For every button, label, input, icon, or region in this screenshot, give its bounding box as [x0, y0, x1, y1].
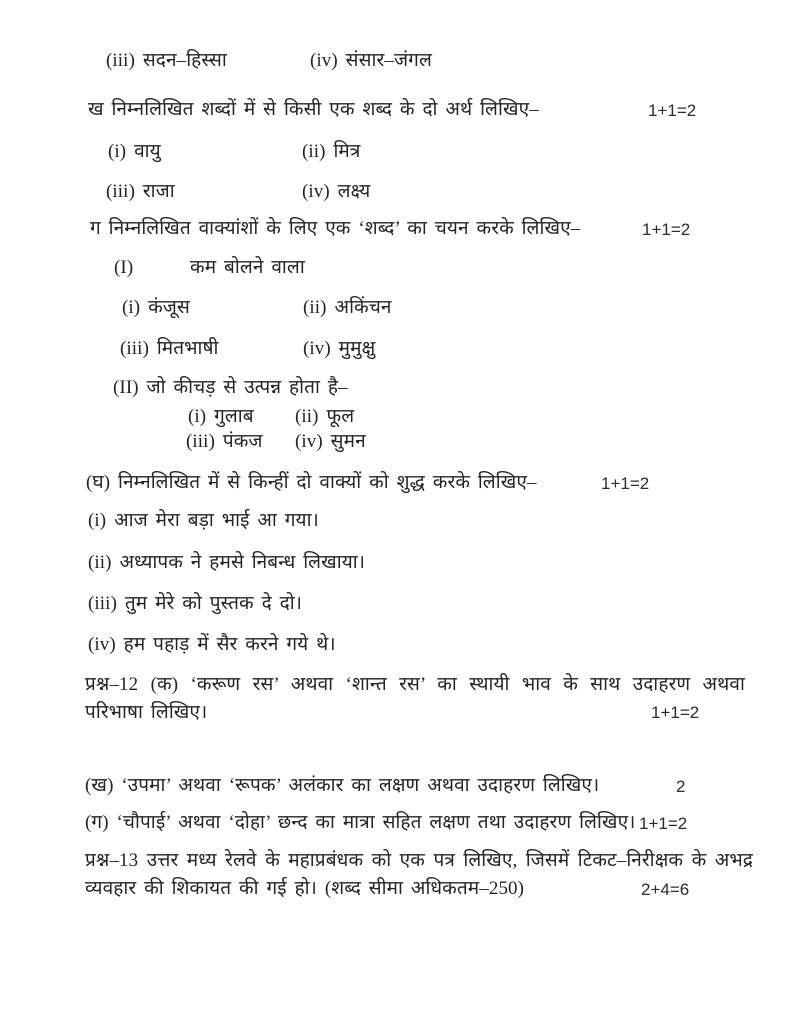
- ga-sub-II-option-iii: (iii) पंकज: [186, 431, 263, 452]
- question-12-ga-text: (ग) ‘चौपाई’ अथवा ‘दोहा’ छन्द का मात्रा सहित लक्षण तथा उदाहरण लिखिए।: [85, 812, 636, 833]
- gha-sentence-ii: (ii) अध्यापक ने हमसे निबन्ध लिखाया।: [88, 552, 366, 573]
- question-12-ka-marks: 1+1=2: [651, 703, 700, 722]
- kha-option-iv: (iv) लक्ष्य: [302, 181, 371, 202]
- question-12-kha-marks: 2: [676, 777, 686, 796]
- kha-option-ii: (ii) मित्र: [302, 141, 361, 162]
- ga-sub-I-label: (I): [114, 257, 134, 278]
- question-13-text: प्रश्न–13 उत्तर मध्य रेलवे के महाप्रबंधक को एक पत्र लिखिए, जिसमें टिकट–निरीक्षक के अभद्र व्यवहार की शिकायत की गई हो। (शब्द सीमा अधिकतम–250): [85, 850, 753, 899]
- question-gha-text: (घ) निम्नलिखित में से किन्हीं दो वाक्यों को शुद्ध करके लिखिए–: [86, 472, 537, 493]
- question-12-ka-text: प्रश्न–12 (क) ‘करूण रस’ अथवा ‘शान्त रस’ का स्थायी भाव के साथ उदाहरण अथवा परिभाषा लिखिए।: [85, 674, 745, 723]
- ga-sub-I-option-iii: (iii) मितभाषी: [120, 338, 219, 359]
- question-12-ga-marks: 1+1=2: [639, 814, 688, 833]
- gha-sentence-iii: (iii) तुम मेरे को पुस्तक दे दो।: [88, 593, 303, 614]
- kha-option-iii: (iii) राजा: [106, 181, 175, 202]
- ga-sub-II-option-ii: (ii) फूल: [295, 406, 355, 427]
- question-12-kha-text: (ख) ‘उपमा’ अथवा ‘रूपक’ अलंकार का लक्षण अथवा उदाहरण लिखिए।: [85, 775, 600, 796]
- question-kha-text: ख निम्नलिखित शब्दों में से किसी एक शब्द के दो अर्थ लिखिए–: [88, 99, 539, 120]
- question-13-marks: 2+4=6: [641, 880, 690, 899]
- question-ga-text: ग निम्नलिखित वाक्यांशों के लिए एक ‘शब्द’ का चयन करके लिखिए–: [90, 218, 581, 239]
- question-ga-marks: 1+1=2: [642, 220, 691, 239]
- question-gha-marks: 1+1=2: [601, 474, 650, 493]
- ga-sub-I-option-iv: (iv) मुमुक्षु: [303, 338, 376, 359]
- option-iv-sansar: (iv) संसार–जंगल: [310, 50, 432, 71]
- ga-sub-II-heading: (II) जो कीचड़ से उत्पन्न होता है–: [113, 377, 348, 398]
- gha-sentence-iv: (iv) हम पहाड़ में सैर करने गये थे।: [88, 634, 336, 655]
- ga-sub-I-option-i: (i) कंजूस: [122, 297, 190, 318]
- gha-sentence-i: (i) आज मेरा बड़ा भाई आ गया।: [88, 510, 319, 531]
- ga-sub-II-option-iv: (iv) सुमन: [295, 431, 366, 452]
- option-iii-sadan: (iii) सदन–हिस्सा: [106, 50, 227, 71]
- question-kha-marks: 1+1=2: [648, 101, 697, 120]
- ga-sub-I-option-ii: (ii) अकिंचन: [303, 297, 392, 318]
- ga-sub-I-phrase: कम बोलने वाला: [190, 257, 305, 278]
- ga-sub-II-option-i: (i) गुलाब: [188, 406, 254, 427]
- kha-option-i: (i) वायु: [108, 141, 161, 162]
